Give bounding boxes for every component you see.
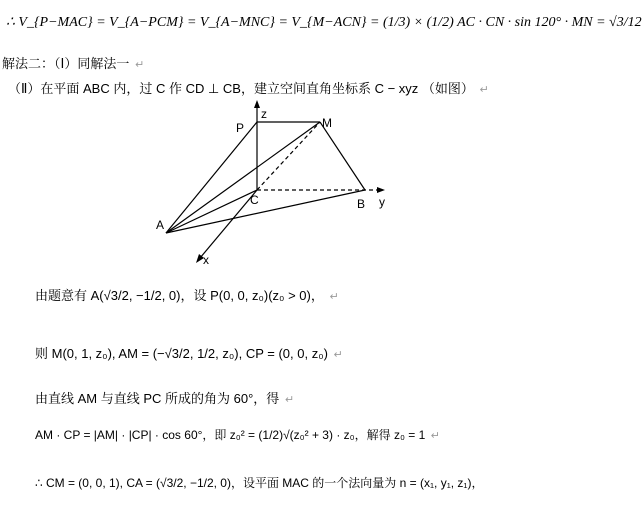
z-axis-label: z bbox=[261, 107, 267, 121]
edge-mb bbox=[320, 122, 365, 190]
volume-equation-line bbox=[6, 14, 642, 31]
x-axis-label: x bbox=[203, 253, 209, 267]
angle-text: 由直线 AM 与直线 PC 所成的角为 60°，得 bbox=[35, 391, 280, 406]
coordinate-diagram bbox=[140, 100, 400, 270]
paragraph-mark: ↵ bbox=[430, 430, 440, 442]
part-two-intro bbox=[8, 78, 489, 97]
then-text: 则 M(0, 1, z₀), AM = (−√3/2, 1/2, z₀), CP = (0, 0, z₀) bbox=[35, 346, 328, 361]
edge-ac bbox=[166, 190, 257, 233]
paragraph-mark: ↵ bbox=[284, 394, 295, 406]
paragraph-mark: ↵ bbox=[134, 59, 145, 71]
given-text: 由题意有 A(√3/2, −1/2, 0)，设 P(0, 0, z₀)(z₀ > 0)， bbox=[35, 288, 324, 303]
z-arrow-icon bbox=[254, 100, 260, 108]
given-line bbox=[35, 285, 339, 304]
y-arrow-icon bbox=[377, 187, 385, 193]
point-b-label: B bbox=[357, 197, 366, 211]
paragraph-mark: ↵ bbox=[479, 84, 489, 96]
dot-product-line bbox=[35, 426, 440, 443]
point-m-label: M bbox=[322, 116, 332, 130]
point-a-label: A bbox=[156, 218, 165, 232]
angle-line bbox=[35, 388, 294, 407]
point-p-label: P bbox=[236, 121, 245, 135]
dot-product-text: AM · CP = |AM| · |CP| · cos 60°，即 z₀² = (1/2)√(z₀² + 3) · z₀，解得 z₀ = 1 bbox=[35, 428, 426, 442]
part-two-intro-text: （Ⅱ）在平面 ABC 内，过 C 作 CD ⊥ CB，建立空间直角坐标系 C − xyz （如图） bbox=[8, 81, 474, 96]
normal-vector-text: ∴ CM = (0, 0, 1), CA = (√3/2, −1/2, 0)，设平面 MAC 的一个法向量为 n = (x₁, y₁, z₁)， bbox=[35, 476, 484, 490]
solution-two-heading bbox=[2, 53, 144, 72]
then-line bbox=[35, 343, 343, 362]
normal-vector-line bbox=[35, 474, 483, 491]
point-c-label: C bbox=[250, 193, 259, 207]
volume-equation-text: ∴ V_{P−MAC} = V_{A−PCM} = V_{A−MNC} = V_{M−ACN} = (1/3) × (1/2) AC · CN · sin 120° · MN = √3/12 bbox=[6, 15, 642, 30]
paragraph-mark: ↵ bbox=[329, 291, 339, 303]
paragraph-mark: ↵ bbox=[333, 349, 343, 361]
y-axis-label: y bbox=[379, 195, 385, 209]
edge-cm bbox=[257, 122, 320, 190]
solution-two-text: 解法二：（Ⅰ）同解法一 bbox=[2, 56, 130, 71]
